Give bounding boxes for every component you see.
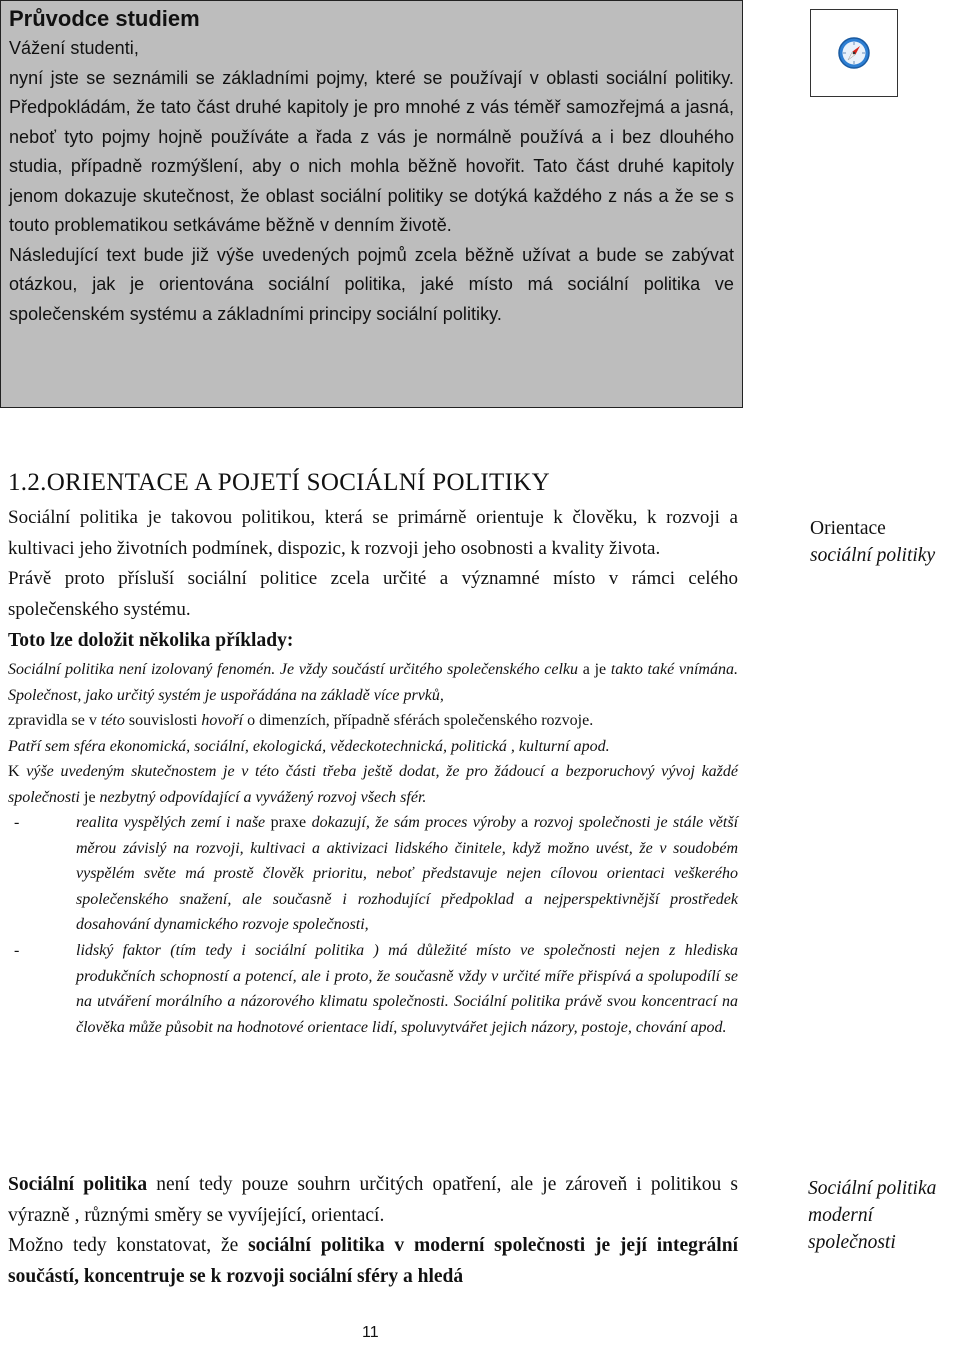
list-item (8, 810, 738, 938)
example-text-1c: takto také vnímána. Společnost, jako určitý systém je uspořádána na základě více prvků, (8, 661, 738, 704)
compass-icon (837, 36, 871, 70)
section-heading: 1.2.ORIENTACE A POJETÍ SOCIÁLNÍ POLITIKY (8, 469, 550, 496)
page-number: 11 (362, 1324, 379, 1341)
example-text-4d: nezbytný odpovídající a vyvážený rozvoj všech sfér. (99, 788, 427, 806)
section-paragraph-2: Právě proto přísluší sociální politice zcela určité a významné místo v rámci celého společenského systému. (8, 568, 738, 620)
guide-paragraph-2: Následující text bude již výše uvedených pojmů zcela běžně užívat a bude se zabývat otázkou, jak je orientována sociální politika, jaké místo má sociální politika ve společenském systému a základními principy sociální politiky. (9, 244, 734, 324)
example-text-2a: zpravidla se v (8, 712, 101, 729)
examples-heading: Toto lze doložit několika příklady: (8, 630, 294, 651)
example-text-2d: hovoří (201, 712, 248, 729)
lower-paragraph-2-bold: sociální politika v moderní společnosti je její integrální součástí, koncentruje se k rozvoji sociální sféry a hledá (8, 1235, 738, 1287)
bullet-1e: rozvoj společnosti je stále větší měrou závislý na rozvoji, kultivaci a aktivizaci lidského činitele, když možno uvést, že v soudobém vyspělém světe má prostě člověk prioritu, neboť představuje nejen cílovou orientaci veškerého společenského snažení, ale současně i rozhodující předpoklad a nejperspektivnější prostředek dosahování dynamického rozvoje společnosti, (76, 814, 739, 934)
guide-title: Průvodce studiem (9, 6, 200, 31)
example-text-1a: Sociální politika není izolovaný fenomén. Je vždy součástí určitého společenského celku (8, 661, 579, 678)
example-text-2 (8, 708, 738, 734)
compass-icon-frame (810, 9, 898, 97)
bullet-1a: realita vyspělých zemí i naše (76, 814, 271, 831)
margin-note-1-line-1: Orientace (810, 518, 886, 539)
lower-paragraph-2 (8, 1231, 738, 1292)
example-text-1b: a je (578, 661, 611, 678)
lower-paragraph-1-bold: Sociální politika (8, 1174, 148, 1195)
list-item (8, 938, 738, 1040)
bullet-1b: praxe (270, 814, 312, 831)
example-text-2e: o dimenzích, případně sférách společenského rozvoje. (247, 712, 594, 729)
example-text-2b: této (100, 712, 129, 729)
lower-paragraph-2-start: Možno tedy konstatovat, že (8, 1235, 249, 1256)
dash-list (8, 810, 738, 1040)
bullet-1c: dokazují, že sám proces výroby (311, 814, 522, 831)
dash-bullet: - (14, 941, 20, 959)
margin-note-modern-society (808, 1175, 936, 1256)
lower-content (8, 1170, 738, 1292)
guide-paragraph-1: nyní jste se seznámili se základními pojmy, které se používají v oblasti sociální politiky. Předpokládám, že tato část druhé kapitoly je pro mnohé z vás téměř samozřejmá a jasná, neboť tyto pojmy hojně používáte a řada z vás je normálně používá a i bez dlouhého studia, případně rozmýšlení, aby o nich mohla běžně hovořit. Tato část druhé kapitoly jenom dokazuje skutečnost, že oblast sociální politiky se dotýká každého z nás a že se s touto problematikou setkáváme běžně v denním životě. (9, 67, 734, 235)
example-text-2c: souvislosti (128, 712, 202, 729)
example-text-4a: K (8, 763, 27, 780)
margin-note-1-line-2: sociální politiky (810, 545, 936, 566)
bullet-2: lidský faktor (tím tedy i sociální politika ) má důležité místo ve společnosti nejen z hlediska produkčních schopností a potencí, ale i proto, že současně vždy v určité míře přispívá a spolupodílí se na utváření morálního a názorového klimatu společnosti. Sociální politika právě svou koncentrací na člověka může působit na hodnotové orientace lidí, spoluvytvářet jejich názory, postoje, chování apod. (76, 941, 738, 1036)
lower-paragraph-1-rest: není tedy pouze souhrn určitých opatření, ale je zároveň i politikou s výrazně , různými směry se vyvíjející, orientací. (8, 1174, 738, 1226)
example-text-4b: výše uvedeným skutečnostem je v této části třeba ještě dodat, že pro žádoucí a bezporuchový vývoj každé společnosti (8, 763, 738, 806)
dash-bullet: - (14, 814, 20, 831)
margin-note-2-line-3: společnosti (808, 1232, 896, 1253)
guide-greeting: Vážení studenti, (9, 38, 139, 58)
margin-note-2-line-2: moderní (808, 1205, 873, 1226)
section-paragraph-1: Sociální politika je takovou politikou, která se primárně orientuje k člověku, k rozvoji a kultivaci jeho životních podmínek, dispozic, k rozvoji jeho osobnosti a kvality života. (8, 507, 738, 559)
margin-note-2-line-1: Sociální politika (808, 1178, 937, 1199)
margin-note-orientation (810, 515, 935, 569)
bullet-1d: a (521, 814, 534, 831)
example-text-4c: je (84, 788, 100, 806)
example-text-3 (8, 734, 738, 760)
lower-paragraph-1 (8, 1170, 738, 1231)
example-text-1 (8, 657, 738, 708)
example-text-3-content: Patří sem sféra ekonomická, sociální, ekologická, vědeckotechnická, politická , kulturní apod. (8, 737, 610, 755)
study-guide-box (0, 0, 743, 408)
main-content (8, 503, 738, 1040)
example-text-4 (8, 759, 738, 810)
